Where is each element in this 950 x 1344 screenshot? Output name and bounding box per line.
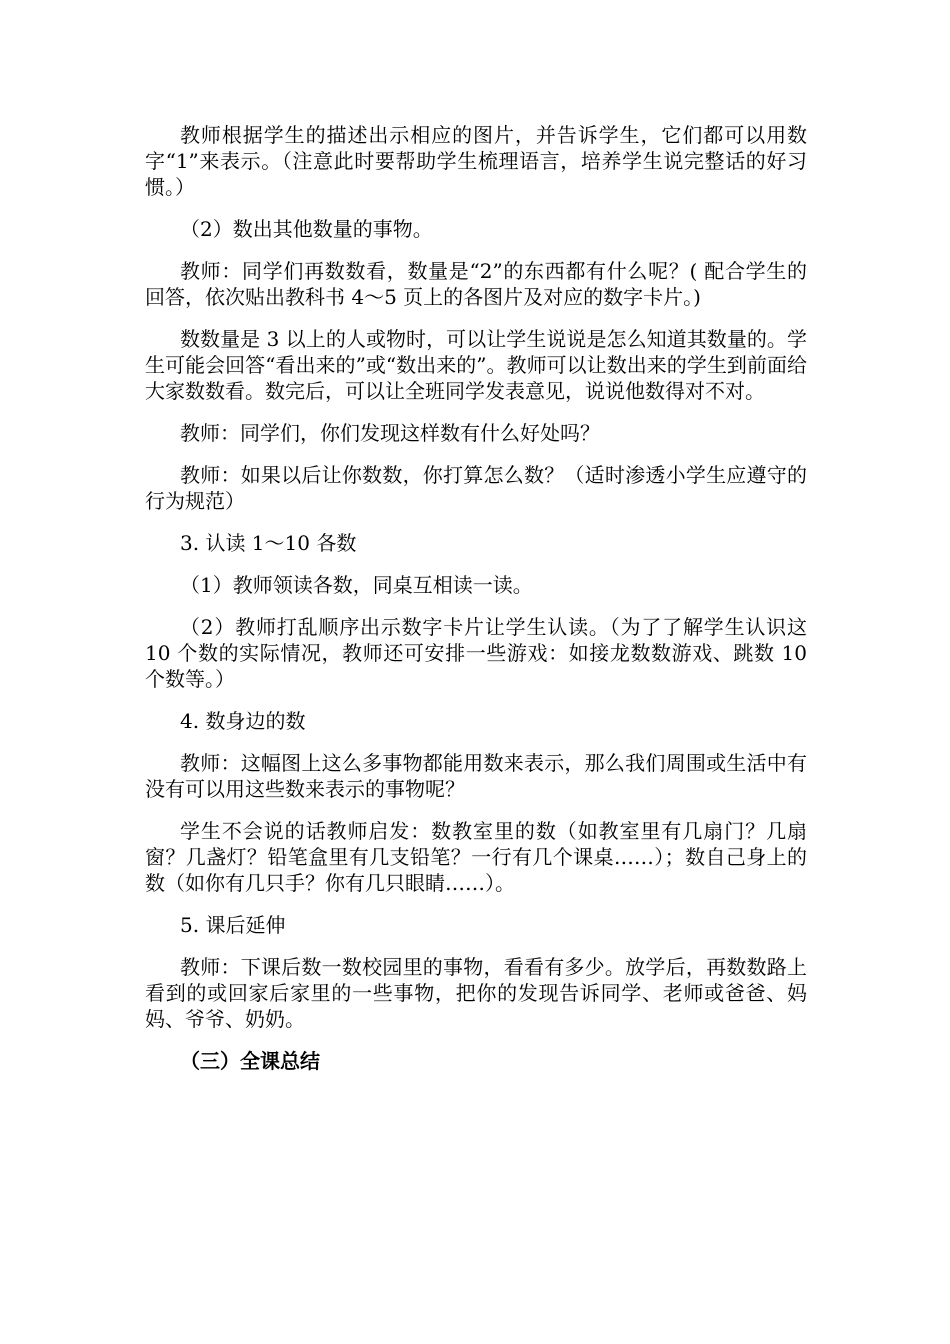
step-heading: 3. 认读 1～10 各数 [180, 531, 357, 555]
paragraph: （2）数出其他数量的事物。 [180, 217, 433, 241]
step-heading: 4. 数身边的数 [180, 709, 306, 733]
paragraph: （1）教师领读各数，同桌互相读一读。 [180, 573, 533, 597]
step-heading: 5. 课后延伸 [180, 913, 286, 937]
paragraph: 教师：如果以后让你数数，你打算怎么数？（适时渗透小学生应遵守的行为规范） [145, 463, 807, 513]
paragraph: 教师：下课后数一数校园里的事物，看看有多少。放学后，再数数路上看到的或回家后家里的一些事物，把你的发现告诉同学、老师或爸爸、妈妈、爷爷、奶奶。 [145, 955, 807, 1031]
paragraph: 数数量是 3 以上的人或物时，可以让学生说说是怎么知道其数量的。学生可能会回答“看出来的”或“数出来的”。教师可以让数出来的学生到前面给大家数数看。数完后，可以让全班同学发表意见，说说他数得对不对。 [145, 327, 807, 403]
paragraph: 教师根据学生的描述出示相应的图片，并告诉学生，它们都可以用数字“1”来表示。（注意此时要帮助学生梳理语言，培养学生说完整话的好习惯。） [145, 123, 807, 199]
paragraph: （2）教师打乱顺序出示数字卡片让学生认读。（为了了解学生认识这 10 个数的实际情况，教师还可安排一些游戏：如接龙数数游戏、跳数 10 个数等。） [145, 615, 807, 691]
paragraph: 教师：这幅图上这么多事物都能用数来表示，那么我们周围或生活中有没有可以用这些数来表示的事物呢？ [145, 751, 807, 801]
paragraph: 学生不会说的话教师启发：数教室里的数（如教室里有几扇门？几扇窗？几盏灯？铅笔盒里有几支铅笔？一行有几个课桌……）；数自己身上的数（如你有几只手？你有几只眼睛……）。 [145, 819, 807, 895]
document-body [145, 122, 807, 1090]
paragraph: 教师：同学们再数数看，数量是“2”的东西都有什么呢？( 配合学生的回答，依次贴出教科书 4～5 页上的各图片及对应的数字卡片。) [145, 259, 807, 309]
section-heading: （三）全课总结 [180, 1049, 320, 1073]
paragraph: 教师：同学们，你们发现这样数有什么好处吗？ [180, 421, 600, 445]
